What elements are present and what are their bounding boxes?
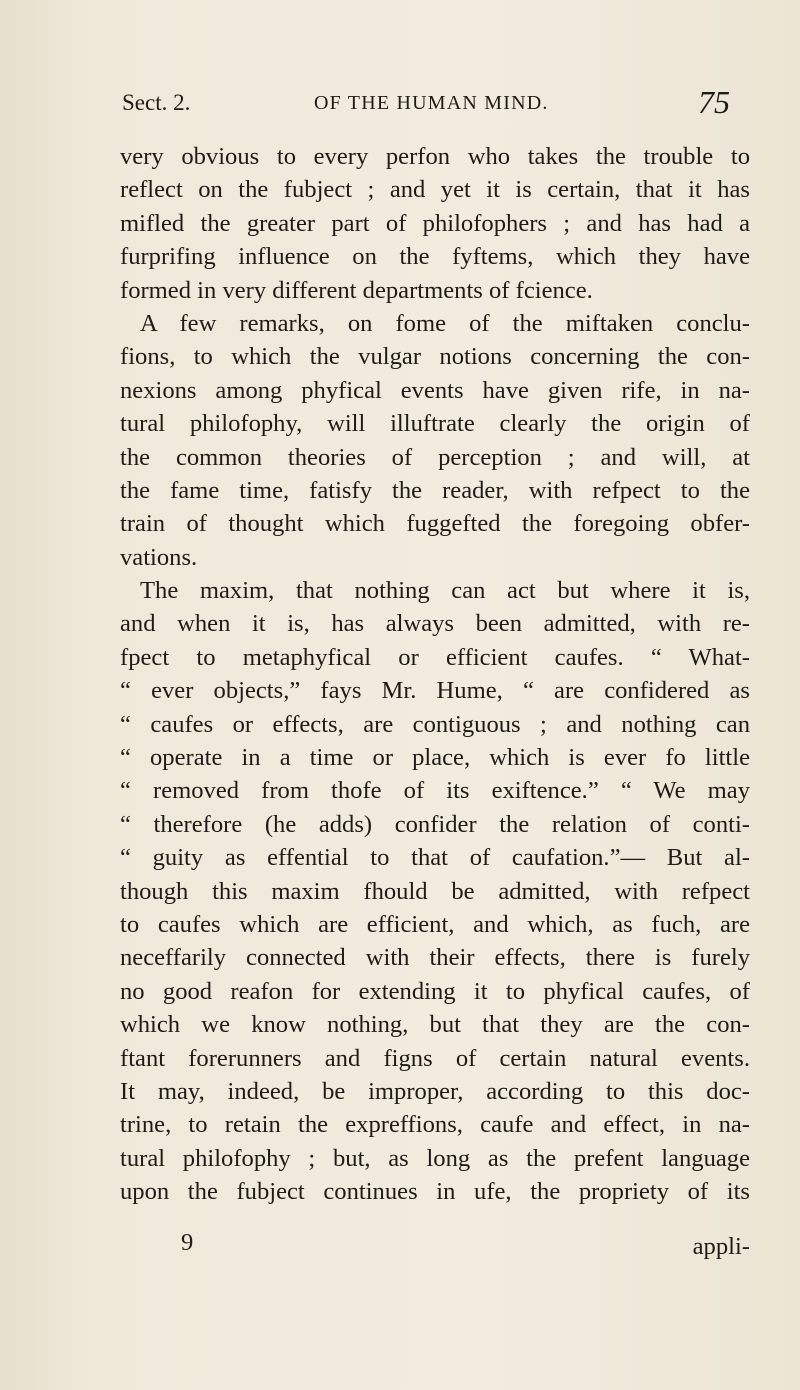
text-line: vations. — [120, 543, 198, 571]
text-line: very obvious to every perfon who takes the trouble to — [120, 143, 750, 170]
text-line: fpect to metaphyfical or efficient caufes. “ What- — [120, 643, 750, 671]
section-label: Sect. 2. — [122, 90, 191, 115]
text-line: and when it is, has always been admitted, with re- — [120, 610, 750, 638]
text-line: “ ever objects,” fays Mr. Hume, “ are confidered as — [120, 677, 750, 705]
text-line: which we know nothing, but that they are the con- — [120, 1011, 750, 1039]
text-line: nexions among phyfical events have given rife, in na- — [120, 376, 750, 404]
text-line: the fame time, fatisfy the reader, with refpect to the — [120, 476, 750, 504]
text-line: train of thought which fuggefted the foregoing obfer- — [120, 510, 750, 538]
text-line: to caufes which are efficient, and which, as fuch, are — [120, 910, 750, 938]
text-line: A few remarks, on fome of the miftaken conclu- — [140, 309, 750, 337]
text-line: trine, to retain the expreffions, caufe and effect, in na- — [120, 1111, 750, 1139]
text-line: fions, to which the vulgar notions concerning the con- — [120, 343, 750, 371]
text-line: no good reafon for extending it to phyfical caufes, of — [120, 977, 750, 1005]
page-number: 75 — [698, 84, 730, 120]
body-text — [120, 140, 750, 1209]
text-line: neceffarily connected with their effects, there is furely — [120, 944, 750, 972]
signature-mark: 9 — [181, 1229, 194, 1256]
text-line: “ therefore (he adds) confider the relation of conti- — [120, 810, 750, 838]
text-line: “ operate in a time or place, which is ever fo little — [120, 744, 750, 772]
text-line: mifled the greater part of philofophers ; and has had a — [120, 209, 750, 237]
text-line: It may, indeed, be improper, according to this doc- — [120, 1077, 750, 1105]
text-line: The maxim, that nothing can act but where it is, — [140, 577, 750, 605]
text-line: ftant forerunners and figns of certain natural events. — [120, 1044, 750, 1072]
text-line: upon the fubject continues in ufe, the propriety of its — [120, 1178, 750, 1206]
text-line: “ caufes or effects, are contiguous ; and nothing can — [120, 710, 750, 738]
text-line: “ removed from thofe of its exiftence.” “ We may — [120, 777, 750, 805]
text-line: “ guity as effential to that of caufation.”— But al- — [120, 844, 750, 872]
page-footer — [120, 1229, 750, 1265]
text-line: though this maxim fhould be admitted, with refpect — [120, 877, 750, 905]
text-line: furprifing influence on the fyftems, which they have — [120, 243, 750, 271]
catchword: appli- — [692, 1233, 750, 1260]
text-line: the common theories of perception ; and will, at — [120, 443, 750, 471]
running-title: OF THE HUMAN MIND. — [314, 92, 549, 114]
running-header — [122, 84, 742, 124]
text-line: tural philofophy, will illuftrate clearly the origin of — [120, 410, 750, 438]
text-line: reflect on the fubject ; and yet it is certain, that it has — [120, 176, 750, 204]
text-line: tural philofophy ; but, as long as the prefent language — [120, 1144, 750, 1172]
text-line: formed in very different departments of fcience. — [120, 276, 593, 304]
